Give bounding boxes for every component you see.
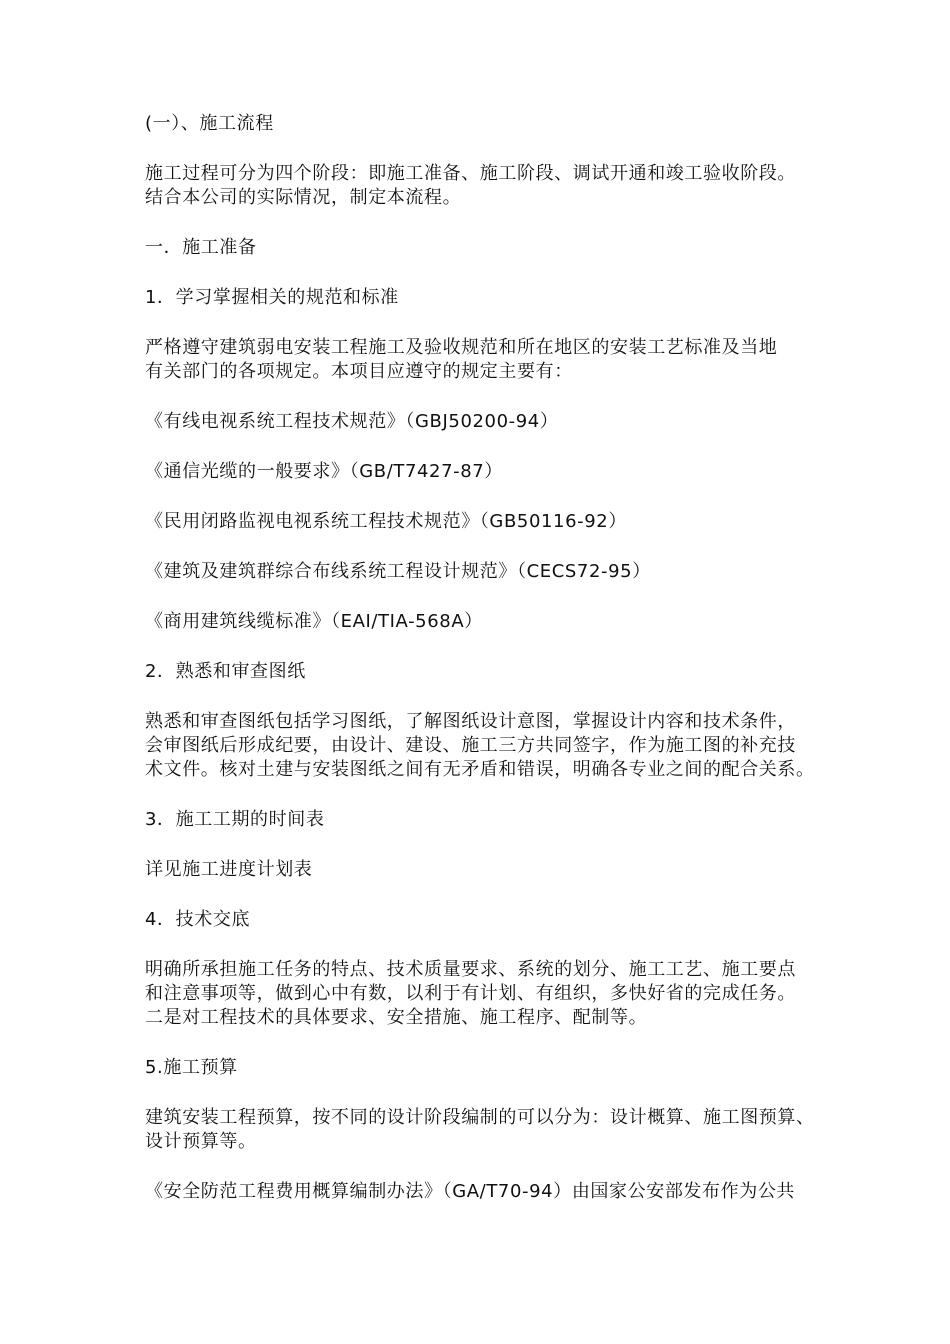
item2-text-line-1: 熟悉和审查图纸包括学习图纸，了解图纸设计意图，掌握设计内容和技术条件， [145,711,796,732]
standard-item-2: 《通信光缆的一般要求》（GB/T7427-87） [145,461,503,482]
item3-text: 详见施工进度计划表 [145,859,313,880]
standard-item-4: 《建筑及建筑群综合布线系统工程设计规范》（CECS72-95） [145,561,651,582]
standard-item-1: 《有线电视系统工程技术规范》（GBJ50200-94） [145,411,559,432]
item4-text-line-2: 和注意事项等，做到心中有数，以利于有计划、有组织，多快好省的完成任务。 [145,983,796,1004]
item4-text-line-3: 二是对工程技术的具体要求、安全措施、施工程序、配制等。 [145,1007,648,1028]
item4-text-line-1: 明确所承担施工任务的特点、技术质量要求、系统的划分、施工工艺、施工要点 [145,959,796,980]
item2-text-line-3: 术文件。核对土建与安装图纸之间有无矛盾和错误，明确各专业之间的配合关系。 [145,759,815,780]
item5-text-line-2: 设计预算等。 [145,1131,257,1152]
item5-heading: 5.施工预算 [145,1057,238,1078]
item1-text-line-2: 有关部门的各项规定。本项目应遵守的规定主要有： [145,361,573,382]
standard-item-3: 《民用闭路监视电视系统工程技术规范》（GB50116-92） [145,511,627,532]
item3-heading: 3．施工工期的时间表 [145,809,325,830]
document-body [145,112,815,1204]
intro-line-1: 施工过程可分为四个阶段：即施工准备、施工阶段、调试开通和竣工验收阶段。 [145,163,796,184]
item4-heading: 4．技术交底 [145,909,251,930]
part1-heading: 一．施工准备 [145,237,257,258]
section-heading: (一）、施工流程 [145,113,274,134]
item2-heading: 2．熟悉和审查图纸 [145,661,306,682]
item5-last-line: 《安全防范工程费用概算编制办法》（GA/T70-94）由国家公安部发布作为公共 [145,1181,796,1202]
item2-text-line-2: 会审图纸后形成纪要，由设计、建设、施工三方共同签字，作为施工图的补充技 [145,735,796,756]
item1-heading: 1．学习掌握相关的规范和标准 [145,287,399,308]
standard-item-5: 《商用建筑线缆标准》（EAI/TIA-568A） [145,611,483,632]
item1-text-line-1: 严格遵守建筑弱电安装工程施工及验收规范和所在地区的安装工艺标准及当地 [145,337,778,358]
intro-line-2: 结合本公司的实际情况，制定本流程。 [145,187,462,208]
item5-text-line-1: 建筑安装工程预算，按不同的设计阶段编制的可以分为：设计概算、施工图预算、 [145,1107,815,1128]
